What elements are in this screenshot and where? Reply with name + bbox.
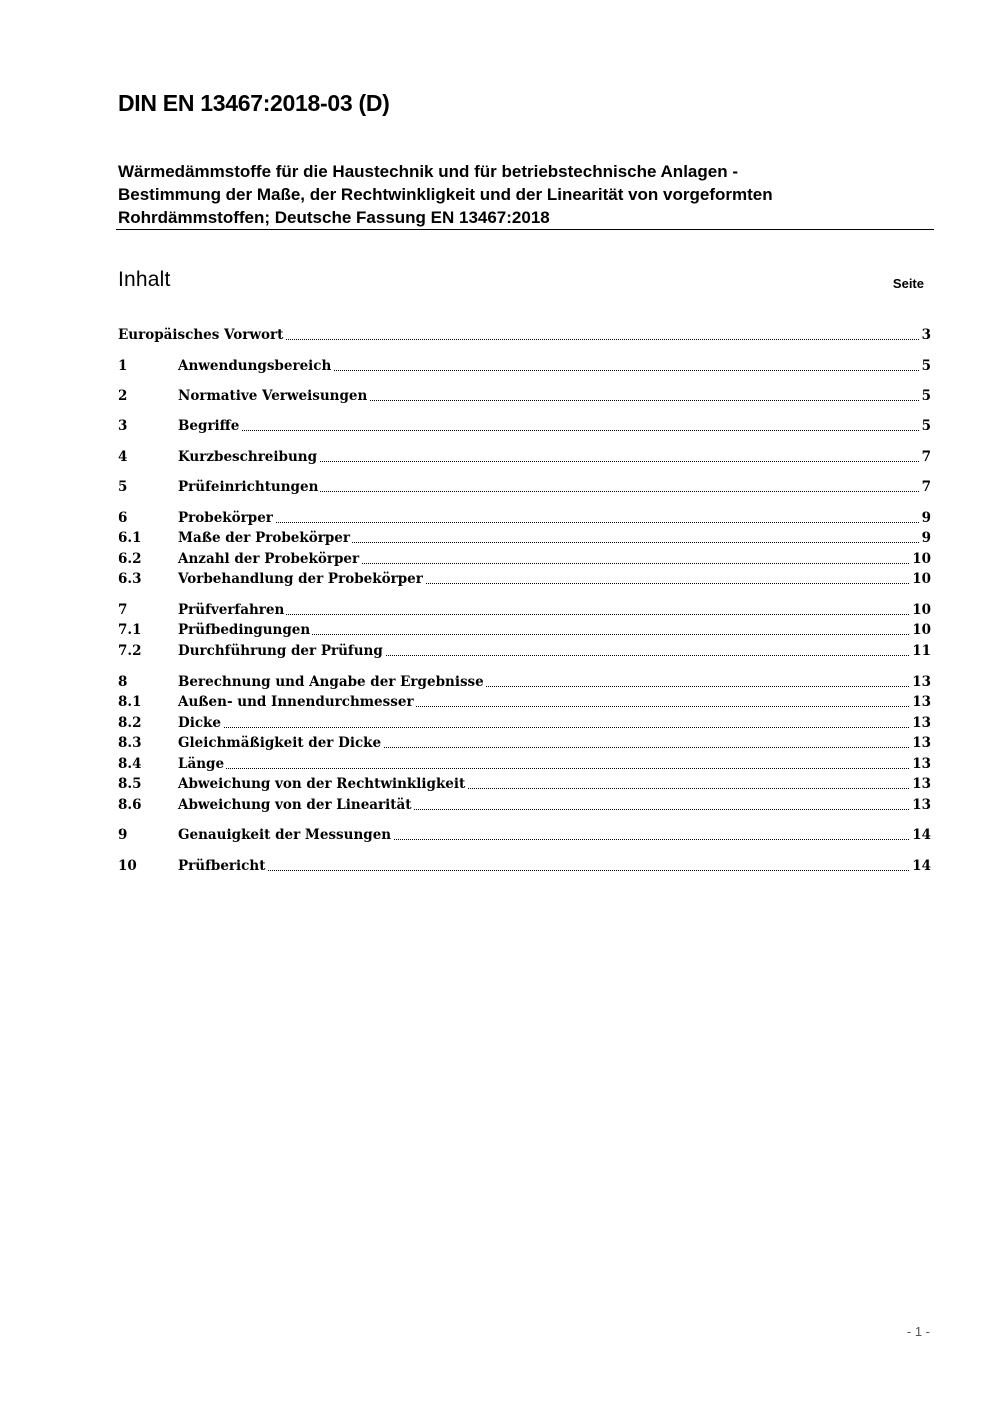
toc-entry-page: 13	[912, 674, 931, 690]
toc-entry-number: 6	[118, 510, 128, 526]
toc-entry[interactable]	[118, 528, 931, 548]
toc-entry-number: 7	[118, 602, 128, 618]
toc-entry[interactable]	[118, 508, 931, 528]
toc-entry[interactable]	[118, 447, 931, 467]
toc-dot-leader	[178, 522, 931, 523]
toc-entry-title: Gleichmäßigkeit der Dicke	[178, 735, 382, 751]
toc-entry-title: Länge	[178, 756, 225, 772]
toc-entry-title: Durchführung der Prüfung	[178, 643, 383, 659]
toc-entry-page: 13	[912, 776, 931, 792]
toc-entry-number: 2	[118, 388, 128, 404]
toc-entry-number: 6.1	[118, 530, 142, 546]
toc-entry-title: Dicke	[178, 715, 221, 731]
toc-dot-leader	[178, 768, 931, 769]
toc-entry[interactable]	[118, 620, 931, 640]
subtitle-line: Rohrdämmstoffen; Deutsche Fassung EN 13467:2018	[118, 208, 550, 227]
toc-entry-number: 8.5	[118, 776, 142, 792]
toc-heading: Inhalt	[118, 268, 171, 291]
toc-entry-title: Anzahl der Probekörper	[178, 551, 360, 567]
toc-entry-page: 11	[912, 643, 931, 659]
toc-entry[interactable]	[118, 416, 931, 436]
toc-entry-page: 13	[912, 715, 931, 731]
toc-entry-page: 7	[921, 479, 931, 495]
toc-entry[interactable]	[118, 774, 931, 794]
subtitle-line: Wärmedämmstoffe für die Haustechnik und für betriebstechnische Anlagen -	[118, 162, 738, 181]
toc-entry-page: 10	[912, 622, 931, 638]
toc-dot-leader	[178, 870, 931, 871]
toc-entry-number: 7.1	[118, 622, 142, 638]
toc-entry-page: 13	[912, 797, 931, 813]
subtitle-line: Bestimmung der Maße, der Rechtwinkligkeit und der Linearität von vorgeformten	[118, 185, 773, 204]
toc-entry-page: 5	[921, 388, 931, 404]
toc-entry[interactable]	[118, 356, 931, 376]
toc-entry[interactable]	[118, 825, 931, 845]
toc-entry-number: 9	[118, 827, 128, 843]
document-subtitle	[118, 160, 918, 229]
toc-entry-title: Probekörper	[178, 510, 273, 526]
toc-entry-page: 10	[912, 602, 931, 618]
title-divider	[116, 229, 934, 230]
toc-entry-number: 8	[118, 674, 128, 690]
toc-entry-page: 10	[912, 551, 931, 567]
toc-entry-title: Prüfbedingungen	[178, 622, 311, 638]
toc-entry-title: Anwendungsbereich	[178, 358, 332, 374]
toc-entry[interactable]	[118, 600, 931, 620]
toc-dot-leader	[178, 430, 931, 431]
toc-entry-page: 9	[921, 510, 931, 526]
toc-entry-number: 8.6	[118, 797, 142, 813]
toc-entry-title: Normative Verweisungen	[178, 388, 368, 404]
toc-entry-title: Genauigkeit der Messungen	[178, 827, 392, 843]
toc-entry-page: 3	[921, 327, 931, 343]
toc-entry-title: Kurzbeschreibung	[178, 449, 318, 465]
toc-entry-title: Europäisches Vorwort	[118, 327, 284, 343]
toc-page-column-heading: Seite	[892, 276, 924, 291]
toc-entry-title: Abweichung von der Rechtwinkligkeit	[178, 776, 466, 792]
toc-entry-page: 13	[912, 735, 931, 751]
toc-entry[interactable]	[118, 692, 931, 712]
toc-entry-title: Prüfverfahren	[178, 602, 285, 618]
toc-entry-title: Abweichung von der Linearität	[178, 797, 412, 813]
toc-entry[interactable]	[118, 733, 931, 753]
toc-entry-number: 1	[118, 358, 128, 374]
toc-entry-page: 10	[912, 571, 931, 587]
toc-entry-title: Außen- und Innendurchmesser	[178, 694, 414, 710]
toc-entry-title: Prüfeinrichtungen	[178, 479, 319, 495]
toc-entry-number: 3	[118, 418, 128, 434]
toc-entry-page: 5	[921, 358, 931, 374]
toc-entry-number: 10	[118, 858, 137, 874]
toc-entry-number: 8.1	[118, 694, 142, 710]
toc-entry-number: 4	[118, 449, 128, 465]
toc-entry-page: 13	[912, 694, 931, 710]
toc-entry-title: Vorbehandlung der Probekörper	[178, 571, 423, 587]
toc-entry-number: 6.2	[118, 551, 142, 567]
toc-entry[interactable]	[118, 713, 931, 733]
toc-entry-page: 14	[912, 858, 931, 874]
toc-entry-number: 8.4	[118, 756, 142, 772]
toc-entry-page: 14	[912, 827, 931, 843]
toc-entry[interactable]	[118, 672, 931, 692]
toc-entry[interactable]	[118, 325, 931, 345]
toc-entry-page: 13	[912, 756, 931, 772]
toc-entry-number: 8.3	[118, 735, 142, 751]
toc-entry-page: 7	[921, 449, 931, 465]
toc-entry-title: Begriffe	[178, 418, 240, 434]
toc-entry[interactable]	[118, 641, 931, 661]
toc-entry-number: 6.3	[118, 571, 142, 587]
toc-entry-page: 9	[921, 530, 931, 546]
toc-entry-number: 5	[118, 479, 128, 495]
toc-entry[interactable]	[118, 569, 931, 589]
toc-dot-leader	[178, 727, 931, 728]
toc-entry[interactable]	[118, 754, 931, 774]
toc-entry-title: Prüfbericht	[178, 858, 266, 874]
toc-entry-number: 8.2	[118, 715, 142, 731]
toc-dot-leader	[178, 614, 931, 615]
toc-entry-page: 5	[921, 418, 931, 434]
page-number: - 1 -	[906, 1324, 930, 1339]
toc-entry[interactable]	[118, 549, 931, 569]
toc-entry[interactable]	[118, 795, 931, 815]
toc-entry-title: Maße der Probekörper	[178, 530, 350, 546]
toc-entry-number: 7.2	[118, 643, 142, 659]
toc-entry-title: Berechnung und Angabe der Ergebnisse	[178, 674, 484, 690]
document-title: DIN EN 13467:2018-03 (D)	[118, 90, 390, 116]
toc-entry[interactable]	[118, 477, 931, 497]
toc-entry[interactable]	[118, 856, 931, 876]
toc-entry[interactable]	[118, 386, 931, 406]
